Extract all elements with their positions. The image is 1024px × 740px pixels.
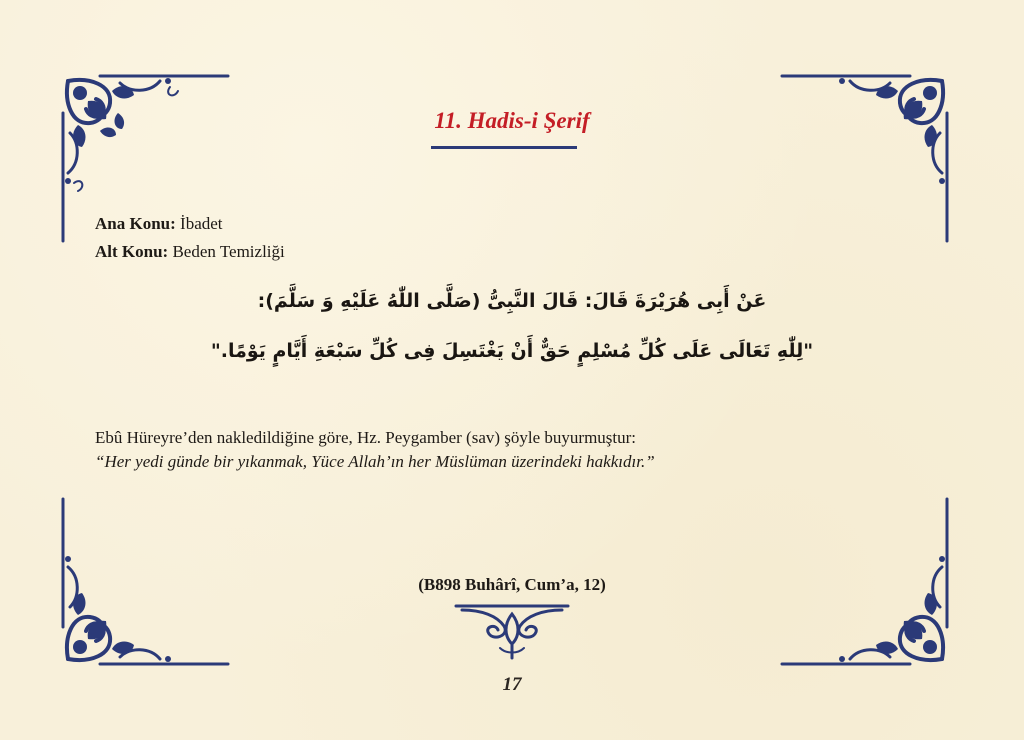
page-number: 17 xyxy=(502,674,522,695)
sub-topic-value: Beden Temizliği xyxy=(172,242,285,261)
corner-ornament-top-right xyxy=(780,73,950,243)
main-topic xyxy=(95,214,223,234)
arabic-line-2: "لِلّٰهِ تَعَالَى عَلَى كُلِّ مُسْلِمٍ حَقٌّ أَنْ يَغْتَسِلَ فِى كُلِّ سَبْعَةِ أَيَّامٍ يَوْمًا." xyxy=(210,340,814,362)
page-title: 11. Hadis-i Şerif xyxy=(434,108,590,133)
source-reference: (B898 Buhârî, Cum’a, 12) xyxy=(418,575,606,594)
corner-ornament-icon xyxy=(780,73,950,243)
translation-line-1: Ebû Hüreyre’den nakledildiğine göre, Hz. Peygamber (sav) şöyle buyurmuştur: xyxy=(95,428,637,447)
main-topic-label: Ana Konu: xyxy=(95,214,176,233)
sub-topic xyxy=(95,242,285,262)
arabic-line-1: عَنْ أَبِى هُرَيْرَةَ قَالَ: قَالَ النَّبِىُّ (صَلَّى اللّٰهُ عَلَيْهِ وَ سَلَّمَ): xyxy=(257,290,767,312)
divider-ornament-icon xyxy=(452,600,572,662)
sub-topic-label: Alt Konu: xyxy=(95,242,169,261)
title-underline xyxy=(431,146,577,149)
main-topic-value: İbadet xyxy=(180,214,223,233)
translation-line-2: “Her yedi günde bir yıkanmak, Yüce Allah’ın her Müslüman üzerindeki hakkıdır.” xyxy=(95,452,655,471)
